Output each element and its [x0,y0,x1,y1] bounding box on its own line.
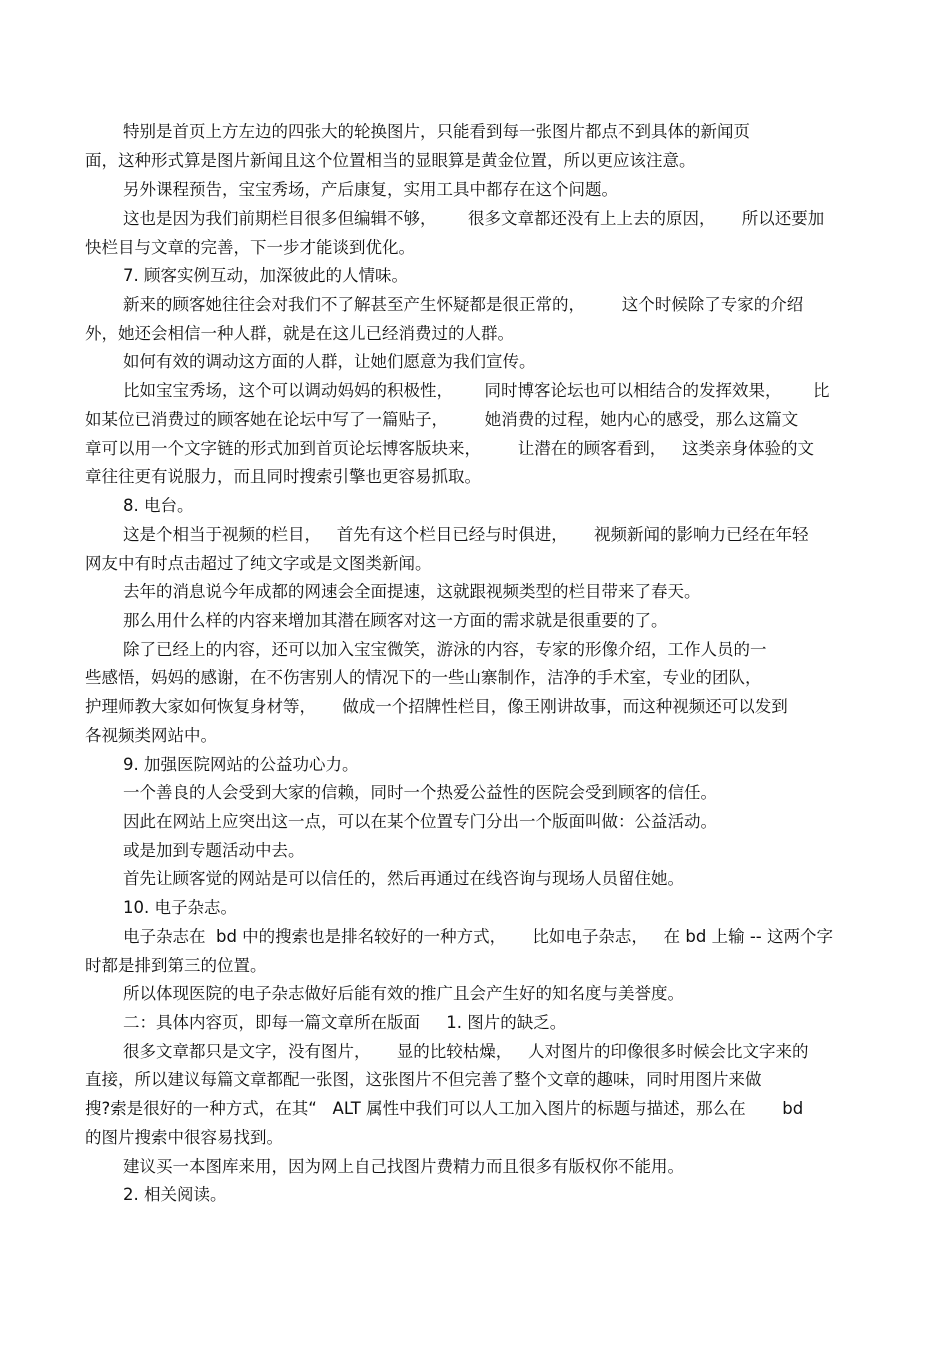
text-line: 这是个相当于视频的栏目， 首先有这个栏目已经与时俱进， 视频新闻的影响力已经在年轻 [123,525,809,544]
text-line: 外，她还会相信一种人群，就是在这儿已经消费过的人群。 [85,324,514,343]
text-line: 电子杂志在 bd 中的搜索也是排名较好的一种方式， 比如电子杂志， 在 bd 上输 -- 这两个字 [123,927,833,946]
text-line: 去年的消息说今年成都的网速会全面提速，这就跟视频类型的栏目带来了春天。 [123,582,701,601]
text-line: 7. 顾客实例互动，加深彼此的人情味。 [123,266,408,285]
text-line: 如何有效的调动这方面的人群，让她们愿意为我们宣传。 [123,352,536,371]
text-line: 如某位已消费过的顾客她在论坛中写了一篇贴子， 她消费的过程，她内心的感受，那么这篇文 [85,410,799,429]
text-line: 新来的顾客她往往会对我们不了解甚至产生怀疑都是很正常的， 这个时候除了专家的介绍 [123,295,804,314]
text-line: 很多文章都只是文字，没有图片， 显的比较枯燥， 人对图片的印像很多时候会比文字来的 [123,1042,809,1061]
text-line: 搜?索是很好的一种方式，在其“ ALT 属性中我们可以人工加入图片的标题与描述，那么在 bd [85,1099,804,1118]
text-line: 这也是因为我们前期栏目很多但编辑不够， 很多文章都还没有上上去的原因， 所以还要加 [123,209,825,228]
text-line: 那么用什么样的内容来增加其潜在顾客对这一方面的需求就是很重要的了。 [123,611,668,630]
text-line: 9. 加强医院网站的公益功心力。 [123,755,359,774]
text-line: 章可以用一个文字链的形式加到首页论坛博客版块来， 让潜在的顾客看到， 这类亲身体验的文 [85,439,814,458]
text-line: 直接，所以建议每篇文章都配一张图，这张图片不但完善了整个文章的趣味，同时用图片来做 [85,1070,762,1089]
text-line: 或是加到专题活动中去。 [123,841,305,860]
text-line: 护理师教大家如何恢复身材等， 做成一个招牌性栏目，像王刚讲故事，而这种视频还可以发到 [85,697,788,716]
text-line: 快栏目与文章的完善，下一步才能谈到优化。 [85,238,415,257]
text-line: 所以体现医院的电子杂志做好后能有效的推广且会产生好的知名度与美誉度。 [123,984,684,1003]
text-line: 除了已经上的内容，还可以加入宝宝微笑，游泳的内容，专家的形像介绍，工作人员的一 [123,640,767,659]
text-line: 一个善良的人会受到大家的信赖，同时一个热爱公益性的医院会受到顾客的信任。 [123,783,717,802]
text-line: 8. 电台。 [123,496,194,515]
text-line: 时都是排到第三的位置。 [85,956,267,975]
text-line: 的图片搜索中很容易找到。 [85,1128,283,1147]
text-line: 网友中有时点击超过了纯文字或是文图类新闻。 [85,554,432,573]
text-line: 些感悟，妈妈的感谢，在不伤害别人的情况下的一些山寨制作，洁净的手术室，专业的团队， [85,668,762,687]
text-line: 2. 相关阅读。 [123,1185,227,1204]
text-line: 特别是首页上方左边的四张大的轮换图片，只能看到每一张图片都点不到具体的新闻页 [123,122,750,141]
text-line: 比如宝宝秀场，这个可以调动妈妈的积极性， 同时博客论坛也可以相结合的发挥效果， 比 [123,381,830,400]
text-line: 首先让顾客觉的网站是可以信任的，然后再通过在线咨询与现场人员留住她。 [123,869,684,888]
text-line: 因此在网站上应突出这一点，可以在某个位置专门分出一个版面叫做：公益活动。 [123,812,717,831]
text-line: 面，这种形式算是图片新闻且这个位置相当的显眼算是黄金位置，所以更应该注意。 [85,151,696,170]
text-line: 章往往更有说服力，而且同时搜索引擎也更容易抓取。 [85,467,481,486]
text-line: 二：具体内容页，即每一篇文章所在版面 1. 图片的缺乏。 [123,1013,567,1032]
text-line: 建议买一本图库来用，因为网上自己找图片费精力而且很多有版权你不能用。 [123,1157,684,1176]
text-line: 各视频类网站中。 [85,726,217,745]
text-line: 另外课程预告，宝宝秀场，产后康复，实用工具中都存在这个问题。 [123,180,618,199]
text-line: 10. 电子杂志。 [123,898,237,917]
